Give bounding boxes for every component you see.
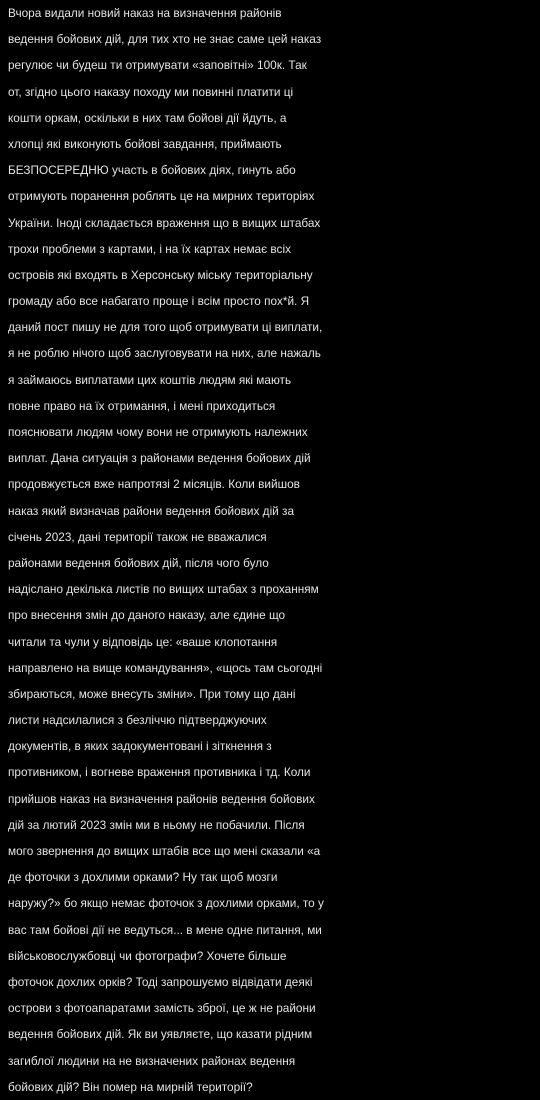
text-line: от, згідно цього наказу походу ми повинні платити ці (8, 84, 294, 99)
text-line: наказ який визначав райони ведення бойових дій за (8, 503, 295, 518)
text-line: БЕЗПОСЕРЕДНЮ участь в бойових діях, гинуть або (8, 163, 296, 178)
text-line: районами ведення бойових дій, після чого було (8, 555, 269, 570)
text-line: хлопці які виконують бойові завдання, приймають (8, 136, 282, 151)
text-line: прийшов наказ на визначення районів ведення бойових (8, 791, 315, 806)
text-line: ведення бойових дій. Як ви уявляєте, що казати рідним (8, 1027, 313, 1042)
text-line: продовжується вже напротязі 2 місяців. Коли вийшов (8, 477, 300, 492)
text-line: мого звернення до вищих штабів все що мені сказали «а (8, 844, 321, 858)
text-line: громаду або все набагато проще і всім просто пох*й. Я (8, 294, 310, 309)
text-line: Вчора видали новий наказ на визначення районів (8, 6, 282, 20)
text-line: про внесення змін до даного наказу, але єдине що (8, 608, 286, 623)
text-line: фоточок дохлих орків? Тоді запрошуємо відвідати деякі (8, 974, 313, 989)
text-line: островів які входять в Херсонську міську територіальну (8, 267, 313, 282)
text-line: я не роблю нічого щоб заслуговувати на них, але нажаль (8, 346, 321, 361)
text-line: бойових дій? Він помер на мирній території? (8, 1079, 253, 1094)
text-line: документів, в яких задокументовані і зіткнення з (8, 739, 272, 754)
text-line: виплат. Дана ситуація з районами ведення бойових дій (8, 451, 311, 466)
text-line: отримують поранення роблять це на мирних територіях (8, 189, 315, 204)
text-line: наружу?» бо якщо немає фоточок з дохлими орками, то у (8, 896, 324, 911)
text-line: ведення бойових дій, для тих хто не знає саме цей наказ (8, 32, 322, 47)
text-line: кошти оркам, оскільки в них там бойові дії йдуть, а (8, 110, 287, 125)
text-line: трохи проблеми з картами, і на їх картах немає всіх (8, 241, 291, 256)
text-line: загиблої людини на не визначених районах ведення (8, 1053, 296, 1068)
text-line: читали та чули у відповідь це: «ваше клопотання (8, 634, 278, 649)
text-line: я займаюсь виплатами цих коштів людям які мають (8, 372, 292, 387)
text-line: збираються, може внесуть зміни». При тому що дані (8, 686, 296, 701)
text-line: де фоточки з дохлими орками? Ну так щоб мозги (8, 870, 278, 885)
text-line: вас там бойові дії не ведуться... в мене одне питання, ми (8, 922, 322, 937)
text-line: січень 2023, дані території також не вважалися (8, 529, 267, 544)
text-line: повне право на їх отримання, і мені приходиться (8, 398, 276, 413)
text-line: дій за лютий 2023 змін ми в ньому не побачили. Після (8, 817, 305, 832)
text-line: листи надсилалися з безліччю підтверджуючих (8, 713, 267, 728)
text-line: регулює чи будеш ти отримувати «заповітні» 100к. Так (8, 58, 307, 73)
text-line: пояснювати людям чому вони не отримують належних (8, 425, 308, 439)
text-line: даний пост пишу не для того щоб отримувати ці виплати, (8, 320, 323, 335)
text-line: України. Іноді складається враження що в вищих штабах (8, 215, 321, 230)
text-line: противником, і вогневе враження противника і тд. Коли (8, 765, 311, 780)
text-line: надіслано декілька листів по вищих штабах з проханням (8, 582, 319, 597)
text-line: військовослужбовці чи фотографи? Хочете більше (8, 948, 287, 963)
text-line: острови з фотоапаратами замість зброї, це ж не райони (8, 1001, 316, 1016)
text-line: направлено на вище командування», «щось там сьогодні (8, 660, 323, 675)
